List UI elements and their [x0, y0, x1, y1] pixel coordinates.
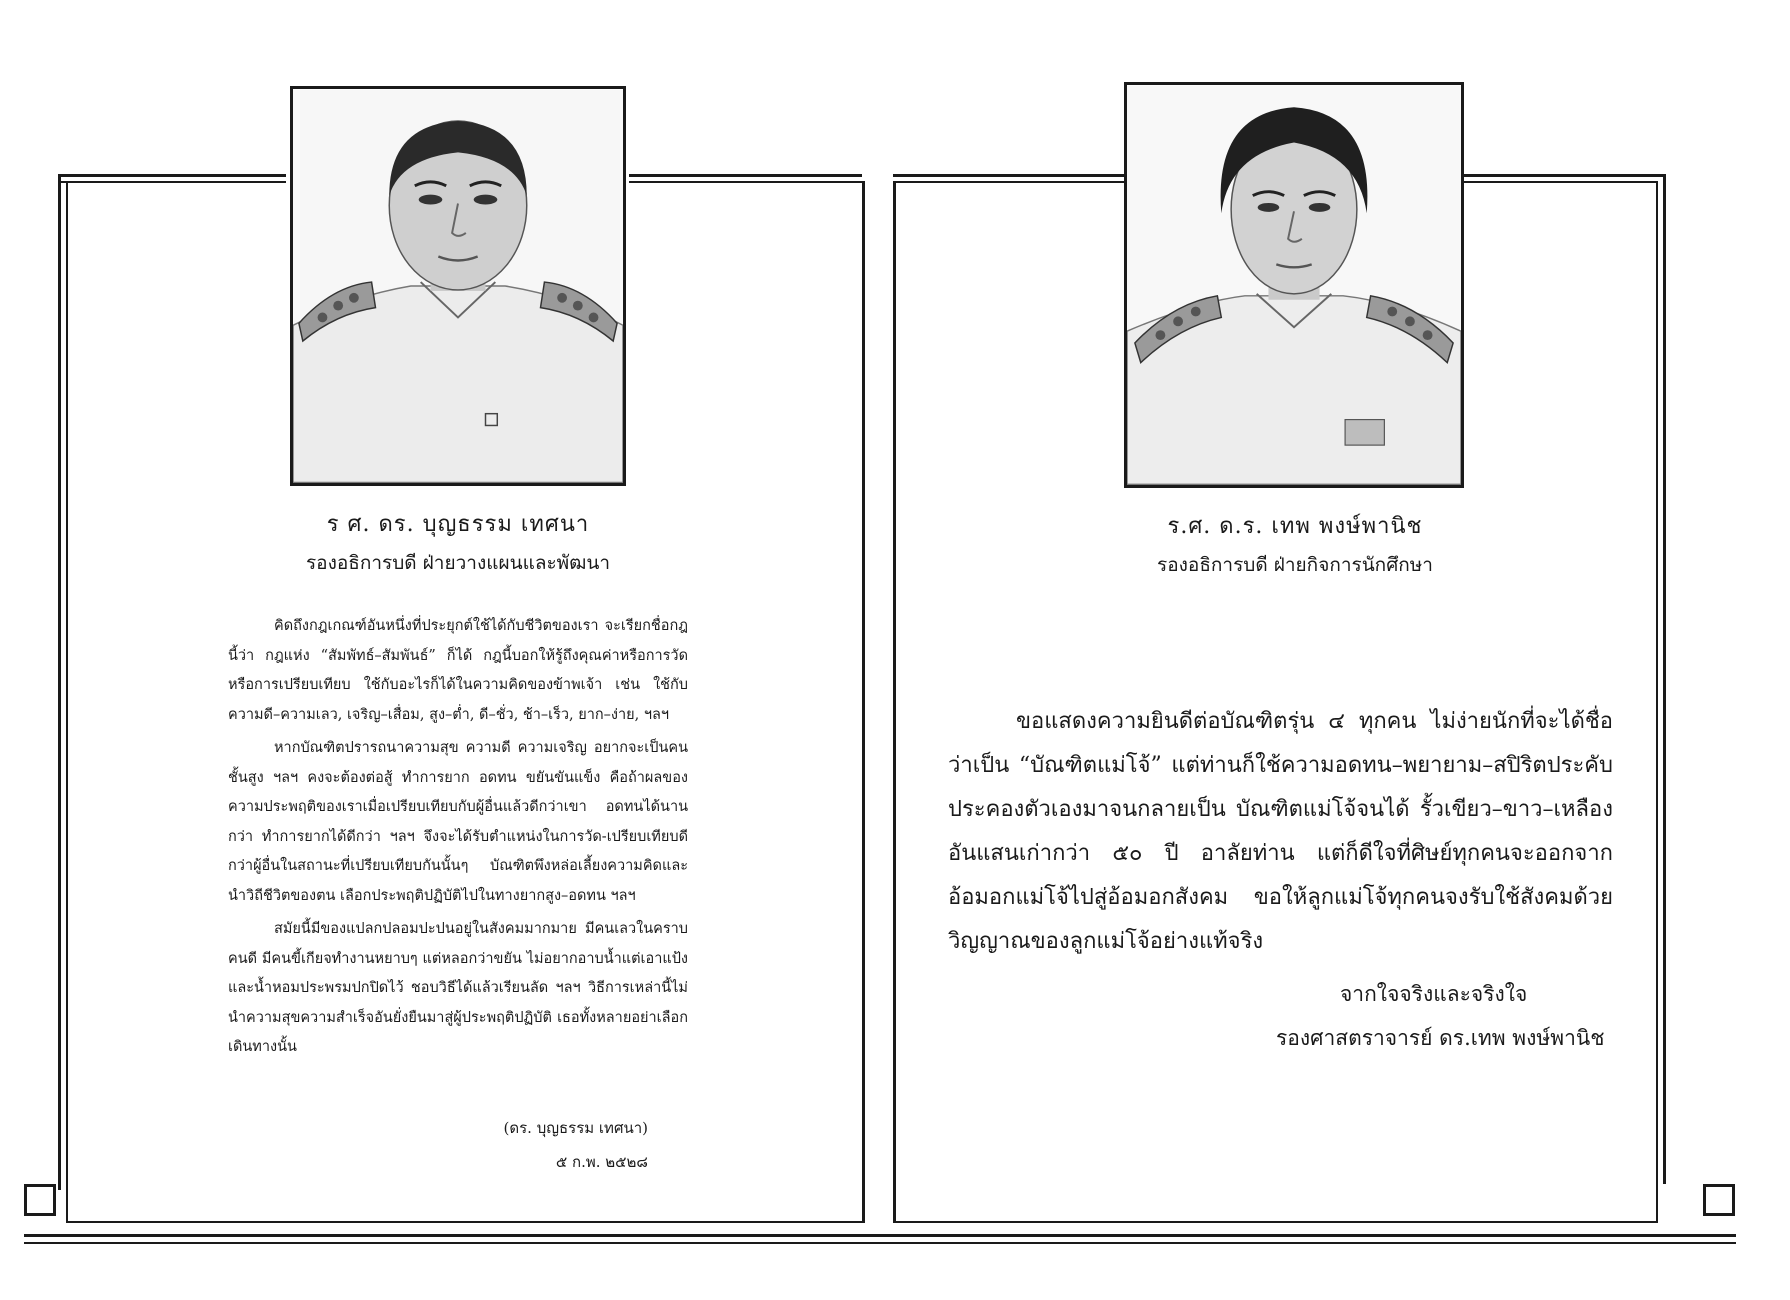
right-panel-left-edge: [893, 181, 896, 1223]
left-paragraph-3: สมัยนี้มีของแปลกปลอมปะปนอยู่ในสังคมมากมาย มีคนเลวในคราบคนดี มีคนขี้เกียจทำงานหยาบๆ แต่หลอกว่าขยัน ไม่อยากอาบน้ำแต่เอาแป้งและน้ำหอมประพรมปกปิดไว้ ชอบวิธีได้แล้วเรียนลัด ฯลฯ วิธีการเหล่านี้ไม่นำความสุขความสำเร็จอันยั่งยืนมาสู่ผู้ประพฤติปฏิบัติ เธอทั้งหลายอย่าเลือกเดินทางนั้น: [228, 921, 688, 1055]
right-person-name: ร.ศ. ด.ร. เทพ พงษ์พานิช: [1167, 514, 1423, 539]
right-portrait-photo: [1124, 82, 1464, 488]
right-portrait-icon: [1127, 85, 1461, 485]
left-signature: (ดร. บุญธรรม เทศนา): [503, 1119, 648, 1137]
left-top-rule-outer-2: [629, 174, 862, 177]
bottom-rule-inner: [24, 1242, 1736, 1244]
left-portrait-icon: [293, 89, 623, 483]
right-top-rule-outer: [893, 174, 1126, 177]
right-top-rule-outer-2: [1462, 174, 1666, 177]
right-person-title: รองอธิการบดี ฝ่ายกิจการนักศึกษา: [1157, 554, 1433, 576]
left-top-rule-inner: [58, 181, 286, 183]
left-paragraph-2: หากบัณฑิตปรารถนาความสุข ความดี ความเจริญ อยากจะเป็นคนชั้นสูง ฯลฯ คงจะต้องต่อสู้ ทำการยาก อดทน ขยันขันแข็ง คือถ้าผลของความประพฤติของเราเมื่อเปรียบเทียบกับผู้อื่นแล้วดีกว่าเขา อดทนได้นานกว่า ทำการยากได้ดีกว่า ฯลฯ จึงจะได้รับตำแหน่งในการวัด-เปรียบเทียบดีกว่าผู้อื่นในสถานะที่เปรียบเทียบกันนั้นๆ บัณฑิตพึงหล่อเลี้ยงความคิดและนำวิถีชีวิตของตน เลือกประพฤติปฏิบัติไปในทางยากสูง–อดทน ฯลฯ: [228, 740, 688, 904]
left-top-rule-outer: [58, 174, 286, 177]
left-top-rule-inner-2: [629, 181, 862, 183]
left-person-name: ร ศ. ดร. บุญธรรม เทศนา: [326, 512, 590, 537]
right-panel-inner-right-edge: [1656, 181, 1658, 1223]
right-panel-outer-right-edge: [1663, 174, 1666, 1184]
left-message: [228, 612, 688, 1067]
left-portrait-photo: [290, 86, 626, 486]
left-corner-box: [24, 1184, 56, 1216]
right-paragraph: ขอแสดงความยินดีต่อบัณฑิตรุ่น ๔ ทุกคน ไม่ง่ายนักที่จะได้ชื่อว่าเป็น “บัณฑิตแม่โจ้” แต่ท่านก็ใช้ความอดทน–พยายาม–สปิริตประคับประคองตัวเองมาจนกลายเป็น บัณฑิตแม่โจ้จนได้ รั้วเขียว–ขาว–เหลือง อันแสนเก่ากว่า ๕๐ ปี อาลัยท่าน แต่ก็ดีใจที่ศิษย์ทุกคนจะออกจากอ้อมอกแม่โจ้ไปสู่อ้อมอกสังคม ขอให้ลูกแม่โจ้ทุกคนจงรับใช้สังคมด้วยวิญญาณของลูกแม่โจ้อย่างแท้จริง: [948, 709, 1613, 954]
right-closing-name: รองศาสตราจารย์ ดร.เทพ พงษ์พานิช: [1276, 1026, 1605, 1050]
right-panel-bottom-edge: [893, 1221, 1658, 1223]
left-person-title: รองอธิการบดี ฝ่ายวางแผนและพัฒนา: [305, 552, 611, 574]
right-closing-line: จากใจจริงและจริงใจ: [1340, 982, 1528, 1006]
left-panel-bottom-edge: [66, 1221, 865, 1223]
left-date: ๕ ก.พ. ๒๕๒๘: [555, 1153, 648, 1171]
left-panel-right-edge: [862, 181, 865, 1223]
bottom-rule-outer: [24, 1234, 1736, 1237]
right-top-rule-inner-2: [1462, 181, 1658, 183]
right-top-rule-inner: [893, 181, 1126, 183]
right-message: [948, 700, 1613, 964]
left-paragraph-1: คิดถึงกฎเกณฑ์อันหนึ่งที่ประยุกต์ใช้ได้กับชีวิตของเรา จะเรียกชื่อกฎนี้ว่า กฎแห่ง “สัมพัทธ์–สัมพันธ์” ก็ได้ กฎนี้บอกให้รู้ถึงคุณค่าหรือการวัด หรือการเปรียบเทียบ ใช้กับอะไรก็ได้ในความคิดของข้าพเจ้า เช่น ใช้กับความดี–ความเลว, เจริญ–เสื่อม, สูง–ต่ำ, ดี–ชั่ว, ช้า–เร็ว, ยาก–ง่าย, ฯลฯ: [228, 618, 688, 723]
left-panel-outer-left-edge: [58, 174, 61, 1190]
right-corner-box: [1703, 1184, 1735, 1216]
left-panel-inner-left-edge: [66, 181, 68, 1223]
